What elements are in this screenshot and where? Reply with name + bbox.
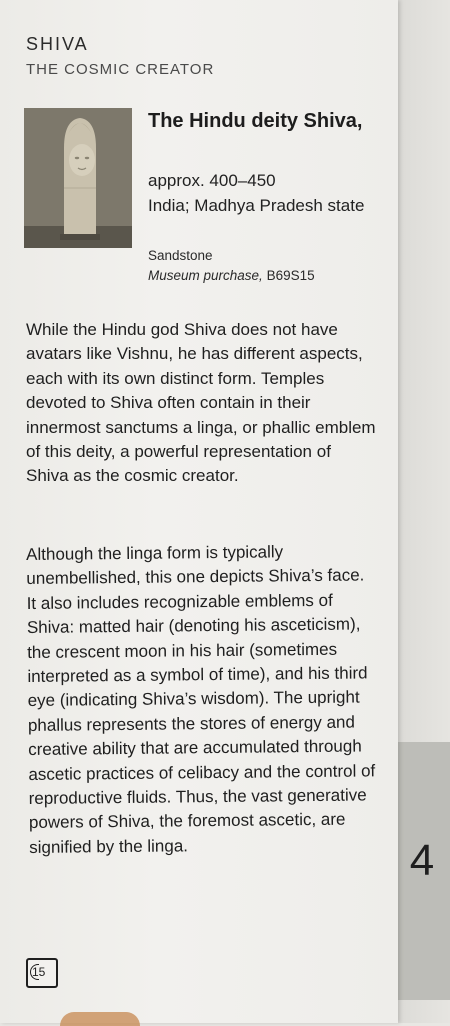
body-paragraph-2: Although the linga form is typically unembellished, this one depicts Shiva’s face. It also includes recognizable emblems of Shiva: matted hair (denoting his asceticism), the crescent moon in his hair (sometimes interpreted as a symbol of time), and his third eye (indicating Shiva’s wisdom). The upright phallus represents the stores of energy and creative ability that are accumulated through ascetic practices of celibacy and the control of reproductive fluids. Thus, the vast generative powers of Shiva, the foremost ascetic, are signified by the linga.	[26, 542, 376, 857]
artwork-origin: India; Madhya Pradesh state	[148, 196, 365, 215]
artwork-credit-line	[148, 266, 383, 286]
artwork-material: Sandstone	[148, 248, 213, 263]
artwork-photo	[24, 108, 132, 248]
audio-stop-badge	[26, 958, 58, 988]
section-tab-number: 4	[409, 836, 435, 885]
page-subtitle: THE COSMIC CREATOR	[26, 61, 215, 78]
audio-stop-number: 15	[32, 965, 46, 979]
artwork-date-origin	[148, 168, 383, 218]
page-title: SHIVA	[26, 34, 89, 54]
body-paragraph-1: While the Hindu god Shiva does not have avatars like Vishnu, he has different aspects, each with its own distinct form. Temples devoted to Shiva often contain in their innermost sanctums a linga, or phallic emblem of this deity, a powerful representation of Shiva as the cosmic creator.	[26, 320, 376, 486]
artwork-credit: Museum purchase,	[148, 268, 263, 283]
background-object	[60, 1012, 140, 1026]
artwork-date: approx. 400–450	[148, 171, 276, 190]
shiva-linga-sculpture-icon	[24, 108, 132, 248]
artwork-meta	[148, 246, 383, 286]
artwork-accession: B69S15	[266, 268, 315, 283]
artwork-title: The Hindu deity Shiva,	[148, 110, 363, 132]
